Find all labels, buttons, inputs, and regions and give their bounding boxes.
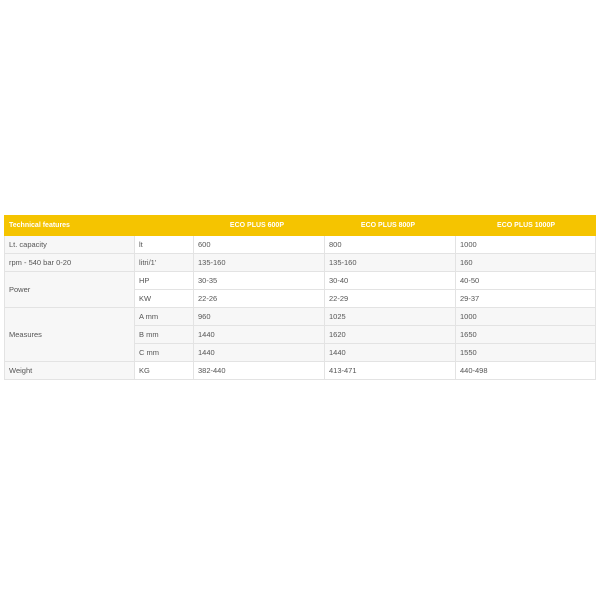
value-cell: 1550 [456, 344, 596, 362]
value-cell: 22-29 [325, 290, 456, 308]
unit-cell: KW [135, 290, 194, 308]
value-cell: 1025 [325, 308, 456, 326]
feature-label: Lt. capacity [5, 236, 135, 254]
unit-cell: C mm [135, 344, 194, 362]
header-technical-features: Technical features [5, 216, 135, 236]
unit-cell: HP [135, 272, 194, 290]
value-cell: 800 [325, 236, 456, 254]
value-cell: 40-50 [456, 272, 596, 290]
value-cell: 440-498 [456, 362, 596, 380]
unit-cell: litri/1' [135, 254, 194, 272]
value-cell: 1000 [456, 236, 596, 254]
value-cell: 1440 [194, 344, 325, 362]
value-cell: 29-37 [456, 290, 596, 308]
table-row-power-hp [5, 272, 596, 290]
value-cell: 160 [456, 254, 596, 272]
value-cell: 1440 [194, 326, 325, 344]
table-row-measures-a [5, 308, 596, 326]
value-cell: 30-40 [325, 272, 456, 290]
header-eco-plus-1000p: ECO PLUS 1000P [456, 216, 596, 236]
value-cell: 135-160 [325, 254, 456, 272]
header-unit [135, 216, 194, 236]
unit-cell: KG [135, 362, 194, 380]
feature-label: Power [5, 272, 135, 308]
value-cell: 135-160 [194, 254, 325, 272]
unit-cell: lt [135, 236, 194, 254]
unit-cell: B mm [135, 326, 194, 344]
value-cell: 1620 [325, 326, 456, 344]
feature-label: Weight [5, 362, 135, 380]
value-cell: 600 [194, 236, 325, 254]
header-eco-plus-600p: ECO PLUS 600P [194, 216, 325, 236]
header-eco-plus-800p: ECO PLUS 800P [325, 216, 456, 236]
table-row-capacity [5, 236, 596, 254]
value-cell: 1650 [456, 326, 596, 344]
value-cell: 1000 [456, 308, 596, 326]
value-cell: 382-440 [194, 362, 325, 380]
feature-label: rpm - 540 bar 0-20 [5, 254, 135, 272]
table-row-weight [5, 362, 596, 380]
feature-label: Measures [5, 308, 135, 362]
technical-features-table [4, 215, 596, 380]
value-cell: 1440 [325, 344, 456, 362]
value-cell: 960 [194, 308, 325, 326]
unit-cell: A mm [135, 308, 194, 326]
value-cell: 30-35 [194, 272, 325, 290]
table-row-rpm [5, 254, 596, 272]
table-header-row [5, 216, 596, 236]
value-cell: 22-26 [194, 290, 325, 308]
value-cell: 413-471 [325, 362, 456, 380]
